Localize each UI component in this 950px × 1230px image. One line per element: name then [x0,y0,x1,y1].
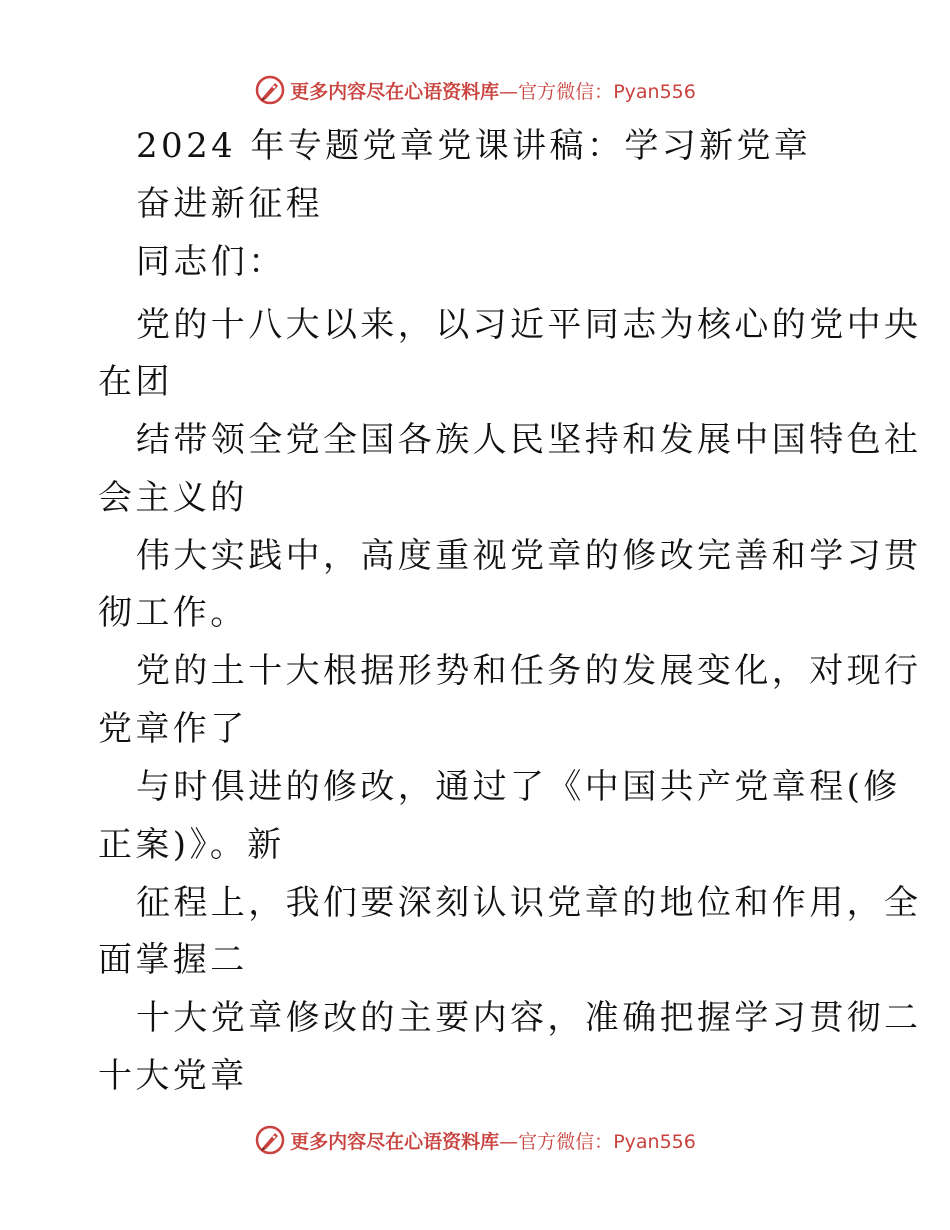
greeting: 同志们： [136,242,286,282]
title-line-2: 奋进新征程 [136,184,323,224]
body-line: 在团 [98,362,173,402]
body-line: 正案)》。新 [98,825,285,865]
body-line: 党章作了 [98,709,248,749]
body-line: 十大党章修改的主要内容，准确把握学习贯彻二 [136,998,922,1038]
body-line: 伟大实践中，高度重视党章的修改完善和学习贯 [136,536,922,576]
banner-main-text: 更多内容尽在心语资料库 [290,1130,500,1153]
body-line: 十大党章 [98,1056,248,1096]
banner-text [290,1127,696,1154]
banner-separator: — [499,1130,519,1153]
title-line-1: 2024 年专题党章党课讲稿：学习新党章 [136,126,812,166]
banner-wechat-id: Pyan556 [613,80,696,103]
banner-main-text: 更多内容尽在心语资料库 [290,80,500,103]
pen-nib-logo-icon [254,1124,286,1156]
banner-wechat-label: 官方微信： [518,80,614,103]
footer-watermark-banner [0,1120,950,1160]
body-line: 结带领全党全国各族人民坚持和发展中国特色社 [136,420,922,460]
body-line: 会主义的 [98,478,248,518]
body-line: 与时俱进的修改，通过了《中国共产党章程(修 [136,767,901,807]
body-line: 彻工作。 [98,593,248,633]
banner-separator: — [499,80,519,103]
banner-wechat-label: 官方微信： [518,1130,614,1153]
body-line: 党的土十大根据形势和任务的发展变化，对现行 [136,651,922,691]
body-line: 面掌握二 [98,940,248,980]
banner-wechat-id: Pyan556 [613,1130,696,1153]
body-line: 党的十八大以来，以习近平同志为核心的党中央 [136,305,922,345]
body-line: 征程上，我们要深刻认识党章的地位和作用，全 [136,883,922,923]
